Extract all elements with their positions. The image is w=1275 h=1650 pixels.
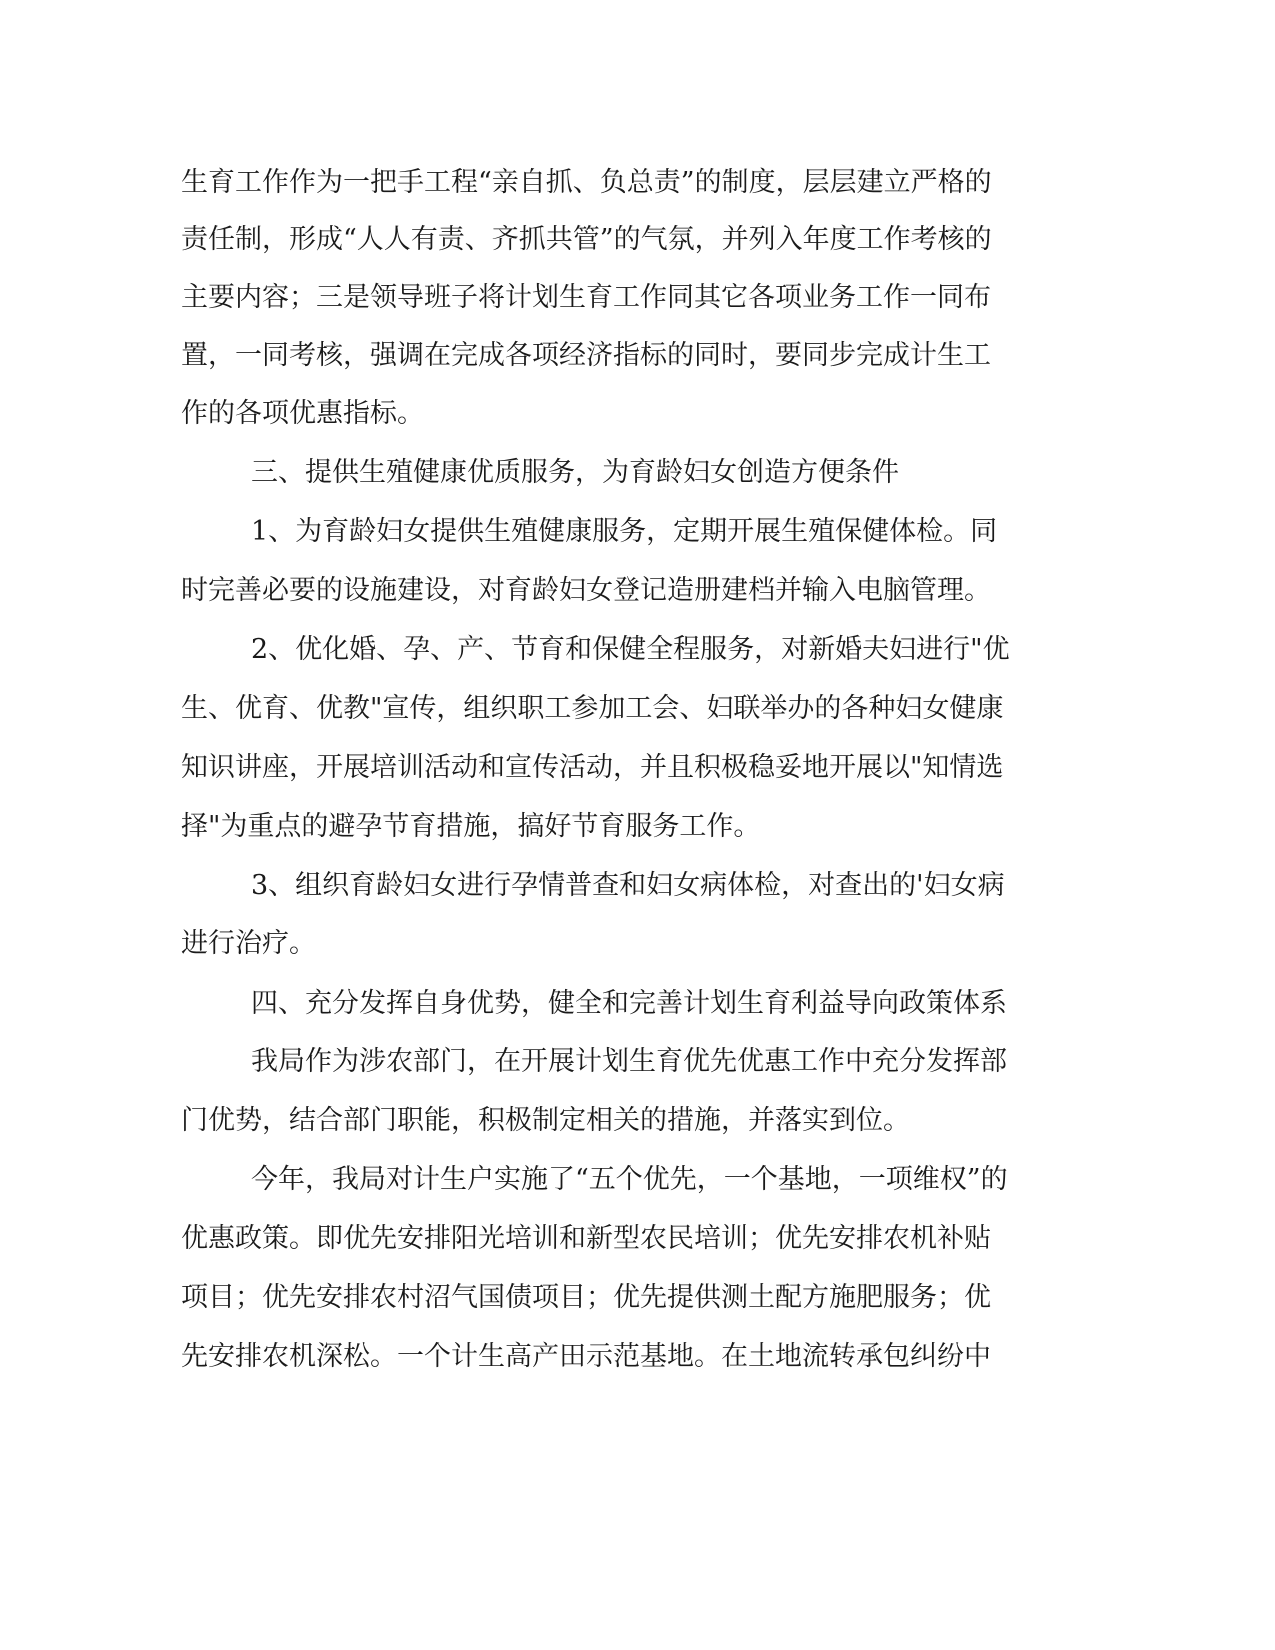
text-line: 知识讲座，开展培训活动和宣传活动，并且积极稳妥地开展以"知情选 (181, 752, 1004, 783)
text-line: 项目；优先安排农村沼气国债项目；优先提供测土配方施肥服务；优 (181, 1282, 991, 1313)
text-line: 主要内容；三是领导班子将计划生育工作同其它各项业务工作一同布 (181, 282, 991, 313)
section-heading: 四、充分发挥自身优势，健全和完善计划生育利益导向政策体系 (251, 988, 1007, 1019)
text-line: 我局作为涉农部门，在开展计划生育优先优惠工作中充分发挥部 (251, 1046, 1007, 1077)
text-line: 责任制，形成“人人有责、齐抓共管”的气氛，并列入年度工作考核的 (181, 224, 992, 255)
text-line: 先安排农机深松。一个计生高产田示范基地。在土地流转承包纠纷中 (181, 1341, 991, 1372)
text-line: 生育工作作为一把手工程“亲自抓、负总责”的制度，层层建立严格的 (181, 167, 992, 198)
section-heading: 三、提供生殖健康优质服务，为育龄妇女创造方便条件 (251, 457, 899, 488)
text-line: 进行治疗。 (181, 928, 316, 959)
text-line: 生、优育、优教"宣传，组织职工参加工会、妇联举办的各种妇女健康 (181, 693, 1004, 724)
text-line: 择"为重点的避孕节育措施，搞好节育服务工作。 (181, 811, 761, 842)
text-line: 3、组织育龄妇女进行孕情普查和妇女病体检，对查出的'妇女病 (251, 870, 1005, 901)
text-line: 作的各项优惠指标。 (181, 398, 424, 429)
text-line: 时完善必要的设施建设，对育龄妇女登记造册建档并输入电脑管理。 (181, 575, 991, 606)
text-line: 门优势，结合部门职能，积极制定相关的措施，并落实到位。 (181, 1105, 910, 1136)
text-line: 置，一同考核，强调在完成各项经济指标的同时，要同步完成计生工 (181, 340, 991, 371)
text-line: 2、优化婚、孕、产、节育和保健全程服务，对新婚夫妇进行"优 (251, 634, 1010, 665)
text-line: 今年，我局对计生户实施了“五个优先，一个基地，一项维权”的 (251, 1164, 1008, 1195)
text-line: 1、为育龄妇女提供生殖健康服务，定期开展生殖保健体检。同 (251, 516, 998, 547)
text-line: 优惠政策。即优先安排阳光培训和新型农民培训；优先安排农机补贴 (181, 1223, 991, 1254)
